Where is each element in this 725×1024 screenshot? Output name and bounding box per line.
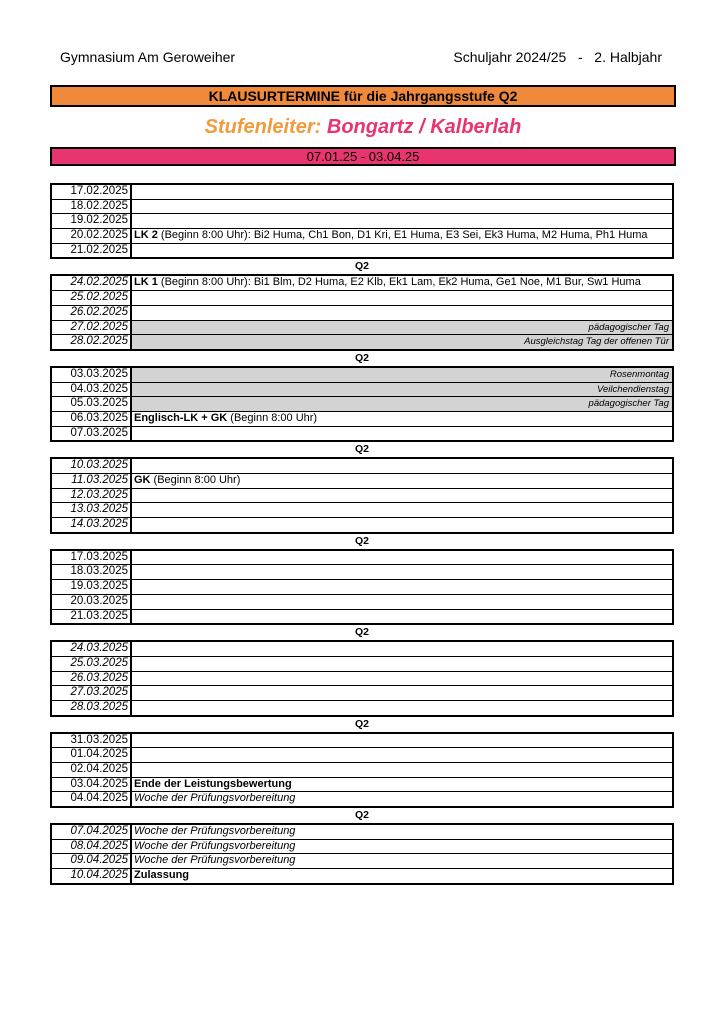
date-cell: 20.03.2025 (52, 595, 132, 609)
schedule-table (50, 183, 676, 885)
table-row (52, 276, 672, 290)
date-cell: 31.03.2025 (52, 734, 132, 748)
entry-cell (132, 701, 672, 715)
entry-note: pädagogischer Tag (588, 398, 669, 410)
date-cell: 25.02.2025 (52, 291, 132, 305)
date-cell: 09.04.2025 (52, 854, 132, 868)
table-row (52, 228, 672, 243)
entry-bold-text: Ende der Leistungsbewertung (134, 777, 292, 790)
table-row (52, 825, 672, 839)
date-cell: 02.04.2025 (52, 763, 132, 777)
stufenleiter-names: Bongartz / Kalberlah (326, 116, 522, 138)
entry-cell (132, 518, 672, 532)
entry-italic-text: Woche der Prüfungsvorbereitung (134, 825, 296, 838)
entry-cell (132, 551, 672, 565)
table-row (52, 320, 672, 335)
entry-bold-text: Englisch-LK + GK (134, 411, 228, 424)
date-cell: 07.03.2025 (52, 427, 132, 441)
date-cell: 05.03.2025 (52, 397, 132, 411)
table-row (52, 777, 672, 792)
date-cell: 26.02.2025 (52, 306, 132, 320)
date-cell: 18.03.2025 (52, 565, 132, 579)
entry-cell (132, 825, 672, 839)
date-cell: 12.03.2025 (52, 489, 132, 503)
table-row (52, 868, 672, 883)
entry-note: Rosenmontag (609, 368, 669, 380)
entry-italic-text: Woche der Prüfungsvorbereitung (134, 792, 296, 805)
date-cell: 07.04.2025 (52, 825, 132, 839)
table-row (52, 502, 672, 517)
date-cell: 11.03.2025 (52, 474, 132, 488)
entry-cell (132, 459, 672, 473)
entry-text: (Beginn 8:00 Uhr): Bi2 Huma, Ch1 Bon, D1 Kri, E1 Huma, E3 Sei, Ek3 Huma, M2 Huma, Ph1 Huma (157, 229, 648, 242)
table-row (52, 734, 672, 748)
table-row (52, 700, 672, 715)
week-separator: Q2 (354, 534, 369, 547)
table-row (52, 473, 672, 488)
entry-cell (132, 792, 672, 806)
table-row (52, 685, 672, 700)
entry-cell (132, 869, 672, 883)
table-row (52, 488, 672, 503)
date-cell: 21.03.2025 (52, 610, 132, 624)
date-cell: 04.03.2025 (52, 383, 132, 397)
date-cell: 20.02.2025 (52, 229, 132, 243)
table-row (52, 334, 672, 349)
table-row (52, 305, 672, 320)
entry-cell (132, 276, 672, 290)
entry-cell (132, 335, 672, 349)
table-row (52, 368, 672, 382)
table-row (52, 853, 672, 868)
table-row (52, 213, 672, 228)
date-cell: 14.03.2025 (52, 518, 132, 532)
date-cell: 28.03.2025 (52, 701, 132, 715)
date-cell: 03.04.2025 (52, 778, 132, 792)
entry-cell (132, 397, 672, 411)
entry-cell (132, 321, 672, 335)
date-cell: 17.03.2025 (52, 551, 132, 565)
entry-cell (132, 672, 672, 686)
date-cell: 27.02.2025 (52, 321, 132, 335)
date-cell: 28.02.2025 (52, 335, 132, 349)
entry-cell (132, 565, 672, 579)
entry-cell (132, 214, 672, 228)
entry-cell (132, 657, 672, 671)
entry-bold-text: GK (134, 474, 151, 486)
table-row (52, 762, 672, 777)
entry-text: (Beginn 8:00 Uhr) (227, 411, 318, 424)
date-cell: 18.02.2025 (52, 200, 132, 214)
stufenleiter-line (50, 115, 676, 139)
week-separator: Q2 (354, 443, 369, 456)
entry-bold-text: LK 2 (134, 229, 158, 242)
table-row (52, 564, 672, 579)
table-row (52, 290, 672, 305)
table-row (52, 411, 672, 426)
school-year: Schuljahr 2024/25 - 2. Halbjahr (453, 49, 662, 65)
week-separator: Q2 (354, 260, 369, 273)
date-cell: 24.03.2025 (52, 642, 132, 656)
table-row (52, 199, 672, 214)
entry-cell (132, 244, 672, 258)
date-cell: 10.04.2025 (52, 869, 132, 883)
date-cell: 10.03.2025 (52, 459, 132, 473)
week-block (50, 823, 674, 885)
entry-cell (132, 368, 672, 382)
week-separator: Q2 (354, 809, 369, 822)
stufenleiter-label: Stufenleiter: (204, 116, 322, 138)
entry-cell (132, 734, 672, 748)
period-banner: 07.01.25 - 03.04.25 (50, 147, 676, 166)
table-row (52, 185, 672, 199)
table-row (52, 594, 672, 609)
week-separator: Q2 (354, 626, 369, 639)
table-row (52, 609, 672, 624)
entry-cell (132, 185, 672, 199)
entry-cell (132, 686, 672, 700)
entry-cell (132, 642, 672, 656)
date-cell: 19.03.2025 (52, 580, 132, 594)
entry-cell (132, 427, 672, 441)
date-cell: 13.03.2025 (52, 503, 132, 517)
entry-cell (132, 200, 672, 214)
week-block (50, 549, 674, 625)
table-row (52, 747, 672, 762)
entry-cell (132, 306, 672, 320)
table-row (52, 671, 672, 686)
table-row (52, 459, 672, 473)
entry-cell (132, 763, 672, 777)
entry-cell (132, 412, 672, 426)
table-row (52, 396, 672, 411)
table-row (52, 382, 672, 397)
date-cell: 19.02.2025 (52, 214, 132, 228)
date-cell: 01.04.2025 (52, 748, 132, 762)
entry-cell (132, 610, 672, 624)
table-row (52, 579, 672, 594)
entry-text: (Beginn 8:00 Uhr): Bi1 Blm, D2 Huma, E2 Klb, Ek1 Lam, Ek2 Huma, Ge1 Noe, M1 Bur, Sw1 Huma (157, 276, 641, 289)
date-cell: 08.04.2025 (52, 840, 132, 854)
week-separator: Q2 (354, 351, 369, 364)
entry-text: (Beginn 8:00 Uhr) (150, 474, 241, 486)
table-row (52, 243, 672, 258)
entry-cell (132, 229, 672, 243)
week-separator: Q2 (354, 717, 369, 730)
entry-cell (132, 580, 672, 594)
table-row (52, 791, 672, 806)
entry-cell (132, 383, 672, 397)
table-row (52, 839, 672, 854)
date-cell: 27.03.2025 (52, 686, 132, 700)
date-cell: 04.04.2025 (52, 792, 132, 806)
date-cell: 24.02.2025 (52, 276, 132, 290)
entry-cell (132, 595, 672, 609)
entry-cell (132, 291, 672, 305)
school-name: Gymnasium Am Geroweiher (60, 49, 236, 65)
week-block (50, 732, 674, 808)
date-cell: 25.03.2025 (52, 657, 132, 671)
week-block (50, 640, 674, 716)
entry-bold-text: LK 1 (134, 276, 158, 289)
entry-italic-text: Woche der Prüfungsvorbereitung (134, 854, 296, 867)
date-cell: 26.03.2025 (52, 672, 132, 686)
entry-bold-text: Zulassung (134, 869, 190, 882)
week-block (50, 183, 674, 259)
date-cell: 03.03.2025 (52, 368, 132, 382)
table-row (52, 426, 672, 441)
entry-italic-text: Woche der Prüfungsvorbereitung (134, 839, 296, 852)
entry-cell (132, 840, 672, 854)
entry-cell (132, 748, 672, 762)
date-cell: 06.03.2025 (52, 412, 132, 426)
entry-cell (132, 503, 672, 517)
table-row (52, 517, 672, 532)
week-block (50, 366, 674, 442)
entry-cell (132, 489, 672, 503)
date-cell: 21.02.2025 (52, 244, 132, 258)
entry-note: Veilchendienstag (596, 383, 669, 395)
entry-cell (132, 474, 672, 488)
entry-note: pädagogischer Tag (588, 321, 669, 333)
entry-cell (132, 854, 672, 868)
table-row (52, 656, 672, 671)
table-row (52, 642, 672, 656)
table-row (52, 551, 672, 565)
date-cell: 17.02.2025 (52, 185, 132, 199)
entry-note: Ausgleichstag Tag der offenen Tür (524, 336, 669, 348)
week-block (50, 274, 674, 350)
title-banner: KLAUSURTERMINE für die Jahrgangsstufe Q2 (50, 85, 676, 107)
entry-cell (132, 778, 672, 792)
week-block (50, 457, 674, 533)
